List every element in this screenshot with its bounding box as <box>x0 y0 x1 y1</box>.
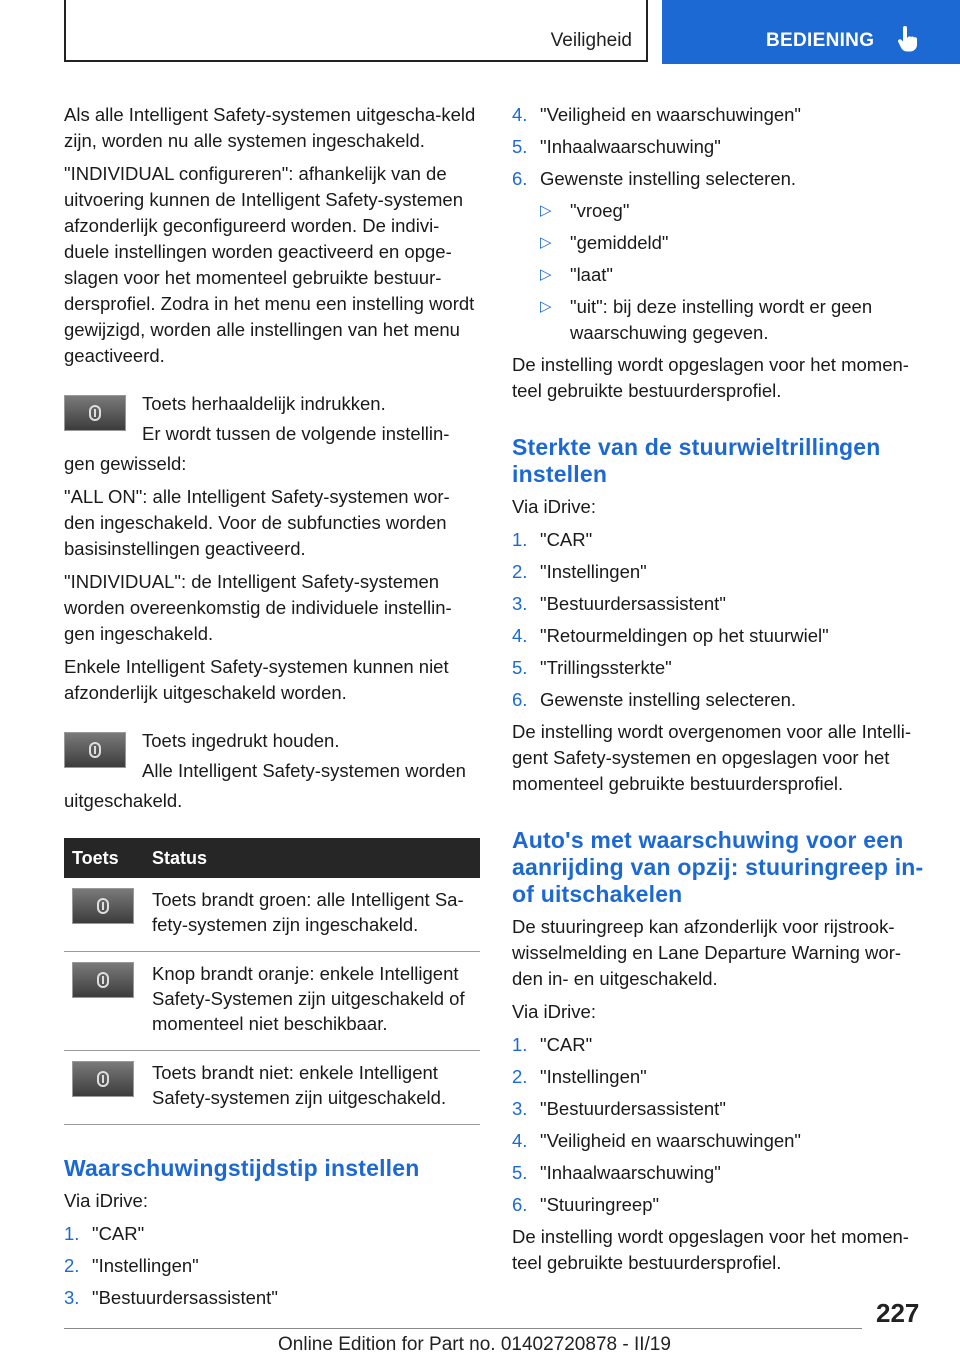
step-list <box>512 527 930 713</box>
right-column <box>512 102 930 1283</box>
list-item: 6. Gewenste instelling selecteren. <box>512 168 797 189</box>
step-list <box>512 102 930 192</box>
header-chapter-tab <box>662 0 960 64</box>
list-item: ▷ "laat" <box>512 262 930 288</box>
status-table <box>64 838 480 1125</box>
list-item: 1. "CAR" <box>64 1223 145 1244</box>
triangle-bullet-icon: ▷ <box>540 266 552 283</box>
instruction-text: Toets ingedrukt houden. <box>142 730 340 751</box>
paragraph: Enkele Intelligent Safety-systemen kunnen niet afzonderlijk uitgeschakeld worden. <box>64 656 449 703</box>
table-row <box>64 878 480 952</box>
button-instruction <box>64 728 480 784</box>
list-item: 1. "CAR" <box>512 529 593 550</box>
list-item: 3. "Bestuurdersassistent" <box>512 1098 726 1119</box>
paragraph: "INDIVIDUAL": de Intelligent Safety-systemen worden overeenkomstig de individuele instellin-gen ingeschakeld. <box>64 571 452 644</box>
list-item: 5. "Trillingssterkte" <box>512 657 672 678</box>
list-item: 6. Gewenste instelling selecteren. <box>512 689 797 710</box>
section-heading: Waarschuwingstijdstip instellen <box>64 1155 420 1181</box>
intelligent-safety-button-icon <box>72 888 134 924</box>
left-column <box>64 102 480 1317</box>
intelligent-safety-button-icon <box>72 962 134 998</box>
list-item: 5. "Inhaalwaarschuwing" <box>512 136 721 157</box>
intelligent-safety-button-icon <box>64 395 126 431</box>
footer-divider <box>64 1328 862 1329</box>
paragraph: Via iDrive: <box>512 496 596 517</box>
list-item: 6. "Stuuringreep" <box>512 1194 660 1215</box>
paragraph: "INDIVIDUAL configureren": afhankelijk van de uitvoering kunnen de Intelligent Safety-systemen afzonderlijk geconfigureerd worden. De indivi-duele instellingen worden geactiveerd en opge-slagen voor het momenteel gebruikte bestuur-dersprofiel. Zodra in het menu een instelling wordt gewijzigd, worden alle instellingen van het menu geactiveerd. <box>64 163 475 366</box>
table-cell: Knop brandt oranje: enkele Intelligent Safety-Systemen zijn uitgeschakeld of momenteel niet beschikbaar. <box>144 952 480 1051</box>
list-item: ▷ "vroeg" <box>512 198 930 224</box>
instruction-text: Toets herhaaldelijk indrukken. <box>142 393 386 414</box>
list-item: 1. "CAR" <box>512 1034 593 1055</box>
triangle-bullet-icon: ▷ <box>540 298 552 315</box>
triangle-bullet-icon: ▷ <box>540 202 552 219</box>
button-instruction <box>64 391 480 447</box>
instruction-text: Er wordt tussen de volgende instellin- <box>142 423 450 444</box>
table-header: Status <box>144 838 480 878</box>
table-row <box>64 1051 480 1125</box>
step-list <box>512 1032 930 1218</box>
list-item: 2. "Instellingen" <box>512 1066 647 1087</box>
table-cell: Toets brandt niet: enkele Intelligent Safety-systemen zijn uitgeschakeld. <box>144 1051 480 1125</box>
table-cell: Toets brandt groen: alle Intelligent Sa-fety-systemen zijn ingeschakeld. <box>144 878 480 952</box>
paragraph: gen gewisseld: <box>64 453 187 474</box>
intelligent-safety-button-icon <box>72 1061 134 1097</box>
header-chapter-title: BEDIENING <box>766 30 875 51</box>
paragraph: De stuuringreep kan afzonderlijk voor rijstrook-wisselmelding en Lane Departure Warning wor-den in- en uitgeschakeld. <box>512 916 902 989</box>
paragraph: uitgeschakeld. <box>64 790 183 811</box>
list-item: 4. "Retourmeldingen op het stuurwiel" <box>512 625 829 646</box>
list-item: 3. "Bestuurdersassistent" <box>512 593 726 614</box>
list-item: 2. "Instellingen" <box>512 561 647 582</box>
footer-edition: Online Edition for Part no. 01402720878 - II/19 <box>278 1334 671 1355</box>
option-list <box>512 198 930 346</box>
list-item: 4. "Veiligheid en waarschuwingen" <box>512 104 801 125</box>
list-item: ▷ "gemiddeld" <box>512 230 930 256</box>
list-item: 3. "Bestuurdersassistent" <box>64 1287 278 1308</box>
intelligent-safety-button-icon <box>64 732 126 768</box>
section-heading: Sterkte van de stuurwieltrillingen instellen <box>512 434 881 487</box>
header-section-title: Veiligheid <box>550 30 632 51</box>
paragraph: Als alle Intelligent Safety-systemen uitgescha-keld zijn, worden nu alle systemen ingeschakeld. <box>64 104 476 151</box>
list-item: 5. "Inhaalwaarschuwing" <box>512 1162 721 1183</box>
paragraph: De instelling wordt opgeslagen voor het momen-teel gebruikte bestuurdersprofiel. <box>512 354 909 401</box>
triangle-bullet-icon: ▷ <box>540 234 552 251</box>
list-item: 4. "Veiligheid en waarschuwingen" <box>512 1130 801 1151</box>
step-list <box>64 1221 480 1311</box>
list-item: 2. "Instellingen" <box>64 1255 199 1276</box>
paragraph: Via iDrive: <box>512 1001 596 1022</box>
paragraph: "ALL ON": alle Intelligent Safety-systemen wor-den ingeschakeld. Voor de subfuncties worden basisinstellingen geactiveerd. <box>64 486 450 559</box>
section-heading: Auto's met waarschuwing voor een aanrijding van opzij: stuuringreep in- of uitschakelen <box>512 827 924 907</box>
paragraph: De instelling wordt opgeslagen voor het momen-teel gebruikte bestuurdersprofiel. <box>512 1226 909 1273</box>
paragraph: Via iDrive: <box>64 1190 148 1211</box>
table-header: Toets <box>64 838 144 878</box>
list-item: ▷ "uit": bij deze instelling wordt er geen waarschuwing gegeven. <box>540 296 873 343</box>
table-row <box>64 952 480 1051</box>
header-section-tab <box>64 0 648 62</box>
paragraph: De instelling wordt overgenomen voor alle Intelli-gent Safety-systemen en opgeslagen voor het momenteel gebruikte bestuurdersprofiel. <box>512 721 911 794</box>
page-number: 227 <box>876 1298 920 1328</box>
hand-pointer-icon <box>896 26 920 54</box>
instruction-text: Alle Intelligent Safety-systemen worden <box>142 760 466 781</box>
